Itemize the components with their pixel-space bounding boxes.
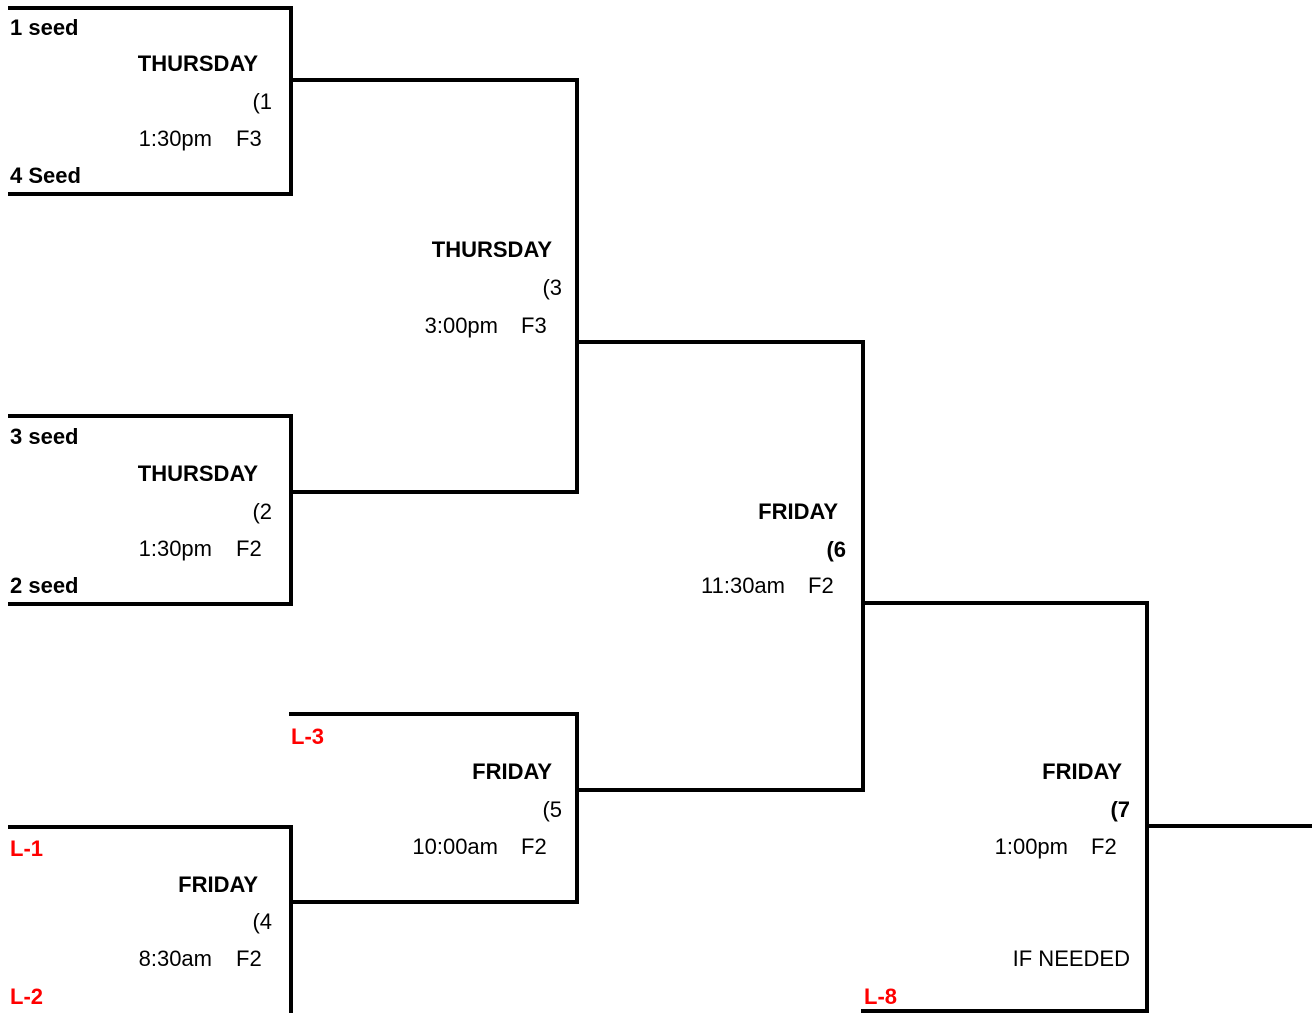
game-7-bottom-entry: L-8 [864,984,897,1009]
game-5-time: 10:00am [412,834,498,859]
game-4-bottom-entry: L-2 [10,984,43,1009]
game-3-time: 3:00pm [424,313,498,338]
bracket-line [8,825,293,829]
game-7-day: FRIDAY [1042,759,1122,784]
game-5-number: (5 [542,797,562,822]
game-6-time: 11:30am [701,573,785,598]
game-1-number: (1 [252,89,272,114]
game-6-number: (6 [826,537,846,562]
bracket-line [289,490,579,494]
game-6-field: F2 [808,573,834,598]
game-3-day: THURSDAY [431,237,552,262]
bracket-line [8,414,293,418]
game-7-number: (7 [1110,797,1130,822]
bracket-line [575,340,865,344]
game-2-time: 1:30pm [138,536,212,561]
bracket-line [8,602,293,606]
game-6-day: FRIDAY [758,499,838,524]
bracket-line [861,1009,1149,1013]
game-4-top-entry: L-1 [10,836,43,861]
game-2-day: THURSDAY [137,461,258,486]
bracket-line [289,414,293,606]
bracket-line [289,712,579,716]
bracket-line [289,6,293,196]
bracket-line [289,78,579,82]
game-1-time: 1:30pm [138,126,212,151]
game-2-field: F2 [236,536,262,561]
game-2-bottom-entry: 2 seed [10,573,79,598]
game-7-field: F2 [1091,834,1117,859]
game-1-bottom-entry: 4 Seed [10,163,81,188]
game-1-day: THURSDAY [137,51,258,76]
game-2-number: (2 [252,499,272,524]
bracket-line [861,340,865,792]
game-4-field: F2 [236,946,262,971]
game-4-time: 8:30am [138,946,212,971]
bracket-line [575,788,865,792]
bracket-line [1145,601,1149,1013]
bracket-line [1145,824,1312,828]
game-2-top-entry: 3 seed [10,424,79,449]
bracket-line [289,900,579,904]
game-7-time: 1:00pm [994,834,1068,859]
game-5-field: F2 [521,834,547,859]
game-1-top-entry: 1 seed [10,15,79,40]
bracket-line [8,6,293,10]
bracket-line [861,601,1149,605]
game-7-note: IF NEEDED [1012,946,1130,971]
bracket-line [8,192,293,196]
game-5-top-entry: L-3 [291,724,324,749]
bracket-line [575,712,579,904]
game-1-field: F3 [236,126,262,151]
game-4-day: FRIDAY [178,872,258,897]
game-5-day: FRIDAY [472,759,552,784]
game-4-number: (4 [252,909,272,934]
bracket-line [575,78,579,494]
bracket-line [289,825,293,1013]
game-3-field: F3 [521,313,547,338]
game-3-number: (3 [542,275,562,300]
